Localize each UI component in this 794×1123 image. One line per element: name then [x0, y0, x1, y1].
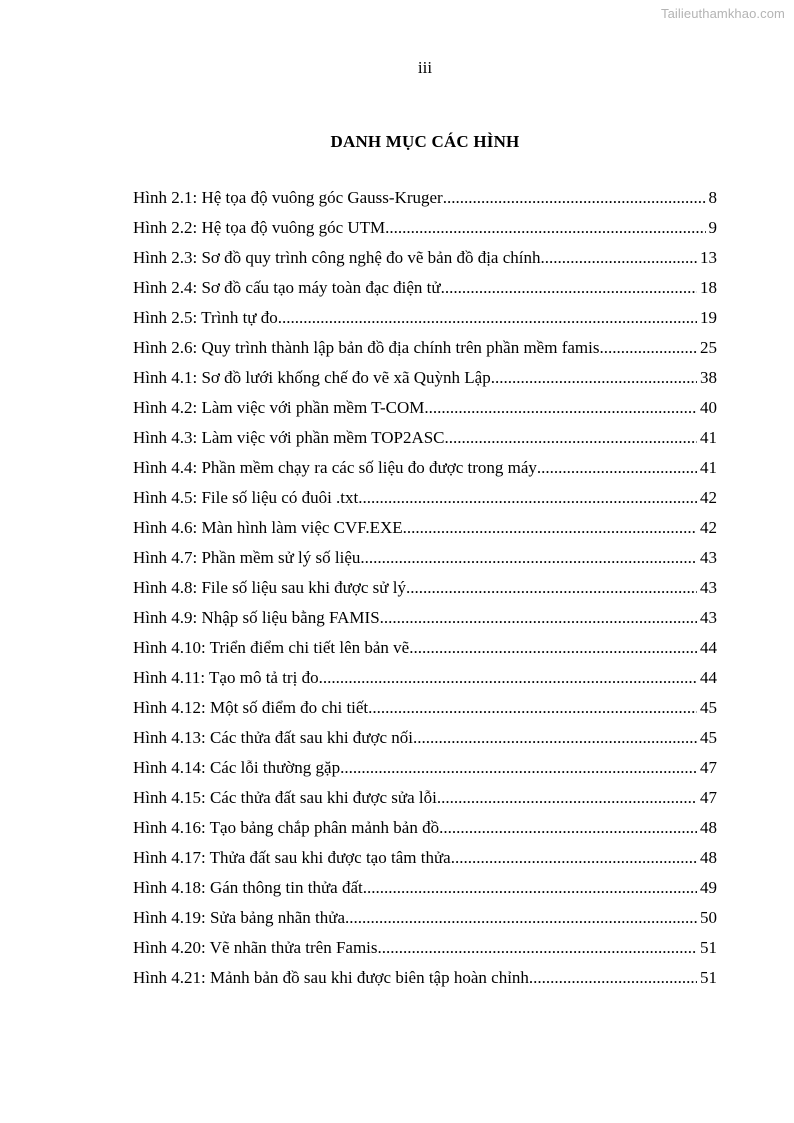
leader-dots	[437, 783, 697, 813]
figure-page-number: 9	[708, 218, 717, 237]
figure-list-item[interactable]	[133, 723, 717, 753]
figure-page-number: 45	[700, 728, 717, 747]
figure-page-number: 50	[700, 908, 717, 927]
figure-caption: Hình 4.18: Gán thông tin thửa đất	[133, 878, 363, 897]
leader-dots	[380, 603, 697, 633]
figure-caption: Hình 2.6: Quy trình thành lập bản đồ địa chính trên phần mềm famis	[133, 338, 600, 357]
leader-dots	[491, 363, 697, 393]
figure-caption: Hình 4.14: Các lỗi thường gặp	[133, 758, 341, 777]
figure-list-item[interactable]	[133, 363, 717, 393]
figure-page-number: 41	[700, 458, 717, 477]
figure-list-item[interactable]	[133, 453, 717, 483]
figure-caption: Hình 4.7: Phần mềm sử lý số liệu	[133, 548, 361, 567]
leader-dots	[537, 453, 697, 483]
figure-list-item[interactable]	[133, 783, 717, 813]
leader-dots	[424, 393, 697, 423]
leader-dots	[451, 843, 697, 873]
figure-caption: Hình 4.20: Vẽ nhãn thửa trên Famis	[133, 938, 378, 957]
figure-list-item[interactable]	[133, 933, 717, 963]
figure-caption: Hình 4.1: Sơ đồ lưới khống chế đo vẽ xã Quỳnh Lập	[133, 368, 491, 387]
figure-list-item[interactable]	[133, 423, 717, 453]
figure-list-item[interactable]	[133, 393, 717, 423]
leader-dots	[529, 963, 697, 993]
figure-list-item[interactable]	[133, 693, 717, 723]
leader-dots	[368, 693, 697, 723]
leader-dots	[441, 273, 697, 303]
figure-page-number: 51	[700, 938, 717, 957]
figure-page-number: 49	[700, 878, 717, 897]
figure-page-number: 25	[700, 338, 717, 357]
leader-dots	[413, 723, 697, 753]
figure-page-number: 42	[700, 488, 717, 507]
figure-page-number: 43	[700, 608, 717, 627]
leader-dots	[439, 813, 697, 843]
figure-page-number: 43	[700, 578, 717, 597]
figure-list-item[interactable]	[133, 603, 717, 633]
figure-page-number: 45	[700, 698, 717, 717]
figure-caption: Hình 4.13: Các thửa đất sau khi được nối	[133, 728, 414, 747]
figure-list-item[interactable]	[133, 303, 717, 333]
figure-caption: Hình 4.9: Nhập số liệu bằng FAMIS	[133, 608, 380, 627]
figure-page-number: 41	[700, 428, 717, 447]
figure-list-item[interactable]	[133, 483, 717, 513]
figure-list-item[interactable]	[133, 663, 717, 693]
figure-caption: Hình 4.6: Màn hình làm việc CVF.EXE	[133, 518, 403, 537]
leader-dots	[358, 483, 697, 513]
figure-caption: Hình 4.19: Sửa bảng nhãn thửa	[133, 908, 346, 927]
figure-list-item[interactable]	[133, 543, 717, 573]
figure-caption: Hình 4.17: Thửa đất sau khi được tạo tâm thửa	[133, 848, 451, 867]
figure-caption: Hình 4.21: Mảnh bản đồ sau khi được biên tập hoàn chỉnh	[133, 968, 529, 987]
figure-list-item[interactable]	[133, 213, 717, 243]
figure-page-number: 42	[700, 518, 717, 537]
figure-list-item[interactable]	[133, 183, 717, 213]
figure-page-number: 40	[700, 398, 717, 417]
figure-page-number: 48	[700, 818, 717, 837]
leader-dots	[443, 183, 706, 213]
watermark: Tailieuthamkhao.com	[660, 6, 785, 21]
figure-caption: Hình 2.1: Hệ tọa độ vuông góc Gauss-Kruger	[133, 188, 443, 207]
figure-caption: Hình 4.4: Phần mềm chạy ra các số liệu đo được trong máy	[133, 458, 537, 477]
figure-page-number: 47	[700, 758, 717, 777]
page-number: iii	[417, 58, 433, 77]
figure-list-item[interactable]	[133, 843, 717, 873]
figure-caption: Hình 4.11: Tạo mô tả trị đo	[133, 668, 319, 687]
figure-caption: Hình 2.2: Hệ tọa độ vuông góc UTM	[133, 218, 386, 237]
figure-caption: Hình 4.15: Các thửa đất sau khi được sửa lỗi	[133, 788, 437, 807]
figure-list-item[interactable]	[133, 753, 717, 783]
figure-list-item[interactable]	[133, 243, 717, 273]
figure-list-item[interactable]	[133, 513, 717, 543]
figure-caption: Hình 4.16: Tạo bảng chắp phân mảnh bản đồ	[133, 818, 440, 837]
figure-list-item[interactable]	[133, 633, 717, 663]
figure-caption: Hình 4.2: Làm việc với phần mềm T-COM	[133, 398, 425, 417]
figure-list-item[interactable]	[133, 573, 717, 603]
leader-dots	[340, 753, 697, 783]
figure-page-number: 51	[700, 968, 717, 987]
figure-caption: Hình 2.4: Sơ đồ cấu tạo máy toàn đạc điện tử	[133, 278, 441, 297]
leader-dots	[409, 633, 697, 663]
figure-list-item[interactable]	[133, 903, 717, 933]
leader-dots	[319, 663, 697, 693]
figure-page-number: 38	[700, 368, 717, 387]
figure-list-item[interactable]	[133, 273, 717, 303]
figure-list-item[interactable]	[133, 333, 717, 363]
leader-dots	[278, 303, 697, 333]
figure-page-number: 13	[700, 248, 717, 267]
figure-page-number: 48	[700, 848, 717, 867]
figure-page-number: 18	[700, 278, 717, 297]
figure-page-number: 44	[700, 668, 717, 687]
leader-dots	[363, 873, 697, 903]
figure-page-number: 47	[700, 788, 717, 807]
figure-page-number: 19	[700, 308, 717, 327]
page-title: DANH MỤC CÁC HÌNH	[330, 132, 520, 151]
figure-caption: Hình 4.5: File số liệu có đuôi .txt	[133, 488, 359, 507]
figure-caption: Hình 4.10: Triển điểm chi tiết lên bản vẽ	[133, 638, 410, 657]
leader-dots	[403, 513, 697, 543]
figure-caption: Hình 4.3: Làm việc với phần mềm TOP2ASC	[133, 428, 445, 447]
leader-dots	[385, 213, 705, 243]
leader-dots	[445, 423, 697, 453]
leader-dots	[378, 933, 697, 963]
leader-dots	[360, 543, 697, 573]
figure-list-item[interactable]	[133, 813, 717, 843]
leader-dots	[406, 573, 697, 603]
figure-caption: Hình 2.5: Trình tự đo	[133, 308, 278, 327]
figure-list-item[interactable]	[133, 873, 717, 903]
figure-caption: Hình 2.3: Sơ đồ quy trình công nghệ đo vẽ bản đồ địa chính	[133, 248, 541, 267]
figure-page-number: 8	[708, 188, 717, 207]
figure-page-number: 43	[700, 548, 717, 567]
figure-list-item[interactable]	[133, 963, 717, 993]
figure-page-number: 44	[700, 638, 717, 657]
figure-caption: Hình 4.8: File số liệu sau khi được sử lý	[133, 578, 406, 597]
leader-dots	[541, 243, 698, 273]
leader-dots	[345, 903, 697, 933]
leader-dots	[599, 333, 697, 363]
figure-caption: Hình 4.12: Một số điểm đo chi tiết	[133, 698, 369, 717]
figure-list	[133, 183, 717, 993]
